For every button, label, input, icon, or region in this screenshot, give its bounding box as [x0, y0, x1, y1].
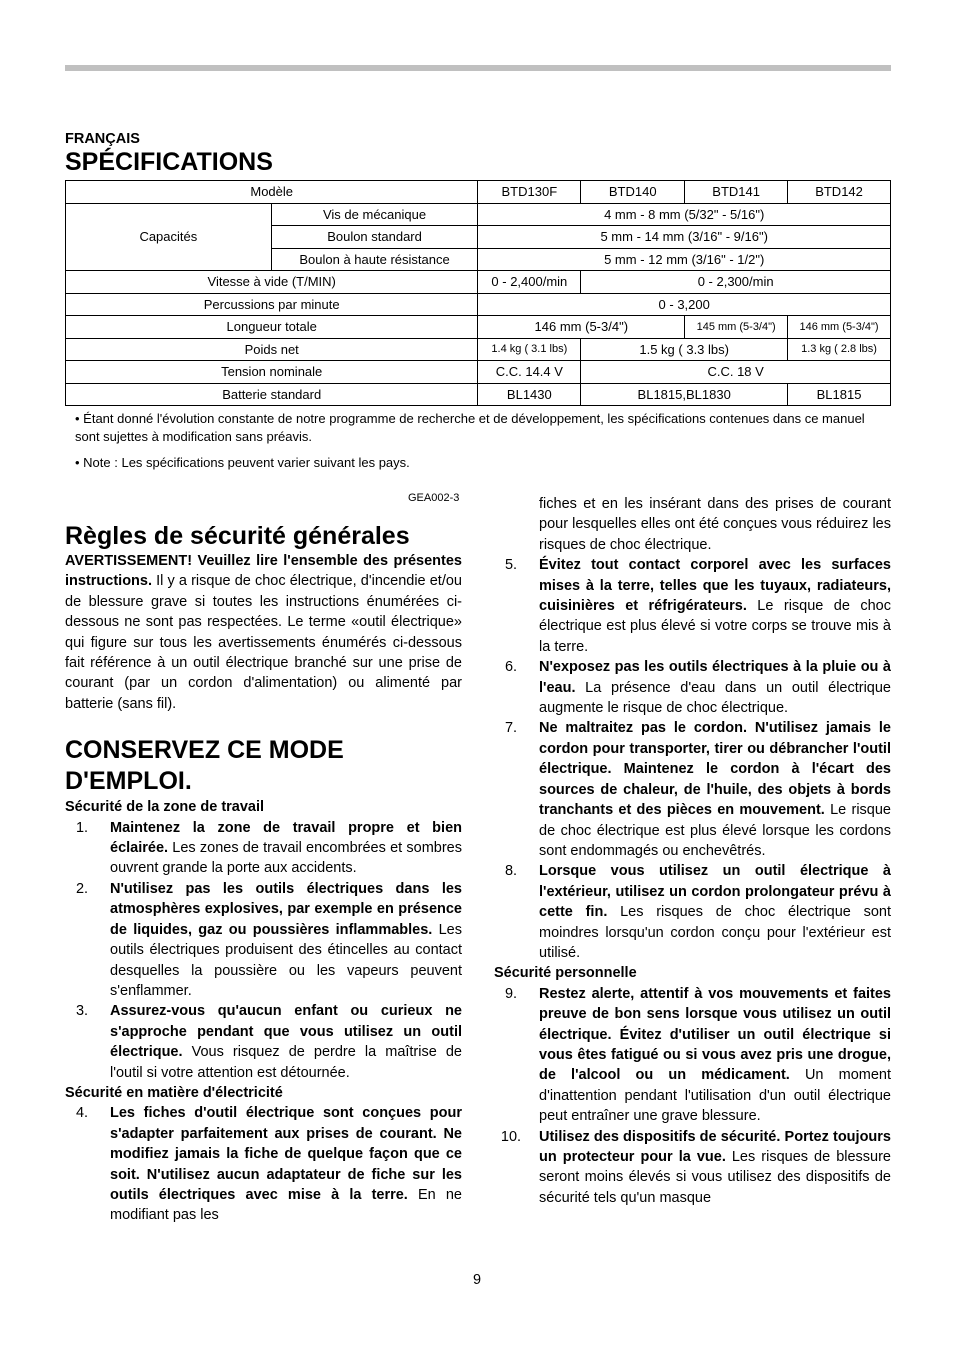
spec-table — [65, 180, 891, 406]
table-cell: BL1815 — [788, 383, 891, 406]
item-number: 3. — [75, 1003, 89, 1020]
subheading-personal: Sécurité personnelle — [494, 965, 637, 982]
table-cell: 5 mm - 14 mm (3/16" - 9/16") — [478, 226, 891, 249]
item-number: 6. — [504, 659, 518, 676]
warning-text: Il y a risque de choc électrique, d'incendie et/ou de blessure grave si toutes les instructions énumérées ci-dessous ne sont pas respectées. Le terme «outil électrique» qui figure sur tous les avertissements énumérés ci-dessous fait référence à un outil électrique branché sur une prise de courant (par un cordon d'alimentation) ou alimenté par batterie (sans fil). — [65, 573, 462, 712]
table-row — [66, 293, 891, 316]
page-title: SPÉCIFICATIONS — [65, 148, 273, 176]
subheading-electrical: Sécurité en matière d'électricité — [65, 1084, 283, 1101]
item-number: 9. — [504, 985, 518, 1002]
item-bold: Lorsque vous utilisez un outil électrique à l'extérieur, utilisez un cordon prolongateur prévu à cette fin. — [539, 863, 891, 921]
item-text: Le risque de choc électrique est plus élevé lorsque les cordons sont endommagés ou enchevêtrés. — [539, 802, 891, 859]
table-cell: 146 mm (5-3/4") — [788, 316, 891, 339]
table-cell: BTD130F — [478, 181, 581, 204]
table-cell: Capacités — [66, 203, 272, 271]
item-number: 10. — [500, 1128, 522, 1145]
section-title-general-rules: Règles de sécurité générales — [65, 522, 410, 550]
note-country: • Note : Les spécifications peuvent varier suivant les pays. — [75, 455, 410, 470]
right-column — [494, 494, 891, 1208]
page-number: 9 — [472, 1272, 482, 1288]
table-cell: Tension nominale — [66, 361, 478, 384]
table-cell: 0 - 3,200 — [478, 293, 891, 316]
table-cell: Modèle — [66, 181, 478, 204]
table-cell: C.C. 14.4 V — [478, 361, 581, 384]
table-cell: 0 - 2,400/min — [478, 271, 581, 294]
item-text: Les zones de travail encombrées et sombres ouvrent grande la porte aux accidents. — [110, 840, 462, 877]
table-row — [66, 338, 891, 361]
item-text: Les risques de blessure seront moins élevés si vous utilisez des dispositifs de sécurité tels qu'un masque — [539, 1149, 891, 1206]
table-cell: Longueur totale — [66, 316, 478, 339]
item-number: 1. — [75, 819, 89, 836]
table-cell: BL1430 — [478, 383, 581, 406]
item-bold: Les fiches d'outil électrique sont conçues pour s'adapter parfaitement aux prises de courant. Ne modifiez jamais la fiche de quelque façon que ce soit. N'utilisez aucun adaptateur de fiche sur les outils électriques avec mise à la terre. — [110, 1105, 462, 1203]
list-item — [494, 657, 891, 718]
table-cell: BTD141 — [685, 181, 788, 204]
table-cell: 146 mm (5-3/4") — [478, 316, 685, 339]
warning-bold: AVERTISSEMENT! Veuillez lire l'ensemble des présentes instructions. — [65, 553, 462, 590]
table-cell: 1.3 kg ( 2.8 lbs) — [788, 338, 891, 361]
item-text: En ne modifiant pas les — [110, 1186, 462, 1224]
table-cell: BTD140 — [581, 181, 685, 204]
table-cell: Boulon standard — [271, 226, 478, 249]
item-text: Un moment d'inattention pendant l'utilisation d'un outil électrique peut entraîner une grave blessure. — [539, 1067, 891, 1125]
table-cell: 0 - 2,300/min — [581, 271, 891, 294]
table-cell: Vis de mécanique — [271, 203, 478, 226]
item-number: 7. — [504, 720, 518, 737]
list-item — [494, 1127, 891, 1209]
spec-notes — [75, 410, 890, 472]
list-item — [494, 861, 891, 963]
document-code: GEA002-3 — [408, 492, 460, 504]
list-item — [65, 818, 462, 879]
continuation-paragraph: fiches et en les insérant dans des prises de courant pour lesquelles elles ont été conçues vous réduirez les risques de choc électrique. — [539, 496, 891, 553]
item-text: Le risque de choc électrique est plus élevé si votre corps se trouve mis à la terre. — [539, 598, 891, 655]
table-cell: 4 mm - 8 mm (5/32" - 5/16") — [478, 203, 891, 226]
item-text: Vous risquez de perdre la maîtrise de l'outil si votre attention est détournée. — [110, 1044, 462, 1081]
list-item — [65, 1103, 462, 1225]
table-cell: Batterie standard — [66, 383, 478, 406]
table-cell: C.C. 18 V — [581, 361, 891, 384]
table-cell: 1.4 kg ( 3.1 lbs) — [478, 338, 581, 361]
table-row — [66, 271, 891, 294]
item-bold: Évitez tout contact corporel avec les surfaces mises à la terre, telles que les tuyaux, radiateurs, cuisinières et réfrigérateurs. — [539, 557, 891, 615]
list-item — [494, 984, 891, 1127]
table-cell: Boulon à haute résistance — [271, 248, 478, 271]
table-row — [66, 316, 891, 339]
item-bold: N'exposez pas les outils électriques à la pluie ou à l'eau. — [539, 659, 891, 696]
table-cell: Poids net — [66, 338, 478, 361]
table-cell: Percussions par minute — [66, 293, 478, 316]
list-item — [494, 718, 891, 861]
list-item — [494, 555, 891, 657]
table-cell: 1.5 kg ( 3.3 lbs) — [581, 338, 788, 361]
section-title-keep-manual: CONSERVEZ CE MODE D'EMPLOI. — [65, 736, 344, 796]
table-cell: Vitesse à vide (T/MIN) — [66, 271, 478, 294]
item-bold: Ne maltraitez pas le cordon. N'utilisez jamais le cordon pour transporter, tirer ou débrancher l'outil électrique. Maintenez le cordon à l'écart des sources de chaleur, de l'huile, des objets à bords tranchants et des pièces en mouvement. — [539, 720, 891, 819]
left-column — [65, 521, 462, 1226]
table-cell: 5 mm - 12 mm (3/16" - 1/2") — [478, 248, 891, 271]
list-item — [65, 1001, 462, 1083]
item-bold: Assurez-vous qu'aucun enfant ou curieux ne s'approche pendant que vous utilisez un outil électrique. — [110, 1003, 462, 1061]
list-item — [65, 879, 462, 1001]
item-number: 8. — [504, 863, 518, 880]
table-cell: BL1815,BL1830 — [581, 383, 788, 406]
item-text: Les outils électriques produisent des étincelles au contact desquelles la poussière ou les vapeurs peuvent s'enflammer. — [110, 921, 462, 999]
item-bold: Maintenez la zone de travail propre et bien éclairée. — [110, 819, 462, 857]
item-text: La présence d'eau dans un outil électrique augmente le risque de choc électrique. — [539, 679, 891, 717]
language-label: FRANÇAIS — [65, 131, 140, 147]
item-number: 4. — [75, 1105, 89, 1122]
table-row — [66, 383, 891, 406]
item-bold: Utilisez des dispositifs de sécurité. Portez toujours un protecteur pour la vue. — [539, 1128, 891, 1165]
item-number: 2. — [75, 880, 89, 897]
table-row — [66, 361, 891, 384]
table-row — [66, 203, 891, 226]
table-row — [66, 181, 891, 204]
subheading-work-area: Sécurité de la zone de travail — [65, 799, 265, 816]
warning-paragraph — [65, 551, 462, 714]
item-bold: N'utilisez pas les outils électriques dans les atmosphères explosives, par exemple en présence de liquides, gaz ou poussières inflammables. — [110, 880, 462, 938]
note-evolution: • Étant donné l'évolution constante de notre programme de recherche et de développement, les spécifications contenues dans ce manuel sont sujettes à modification sans préavis. — [75, 411, 865, 444]
item-bold: Restez alerte, attentif à vos mouvements et faites preuve de bon sens lorsque vous utilisez un outil électrique. Évitez d'utiliser un outil électrique si vous êtes fatigué ou si vous avez pris une drogue, de l'alcool ou un médicament. — [539, 985, 891, 1084]
header-rule — [65, 65, 891, 71]
table-cell: 145 mm (5-3/4") — [685, 316, 788, 339]
table-cell: BTD142 — [788, 181, 891, 204]
item-text: Les risques de choc électrique sont moindres lorsqu'un cordon conçu pour l'extérieur est utilisé. — [539, 904, 891, 961]
item-number: 5. — [504, 557, 518, 574]
